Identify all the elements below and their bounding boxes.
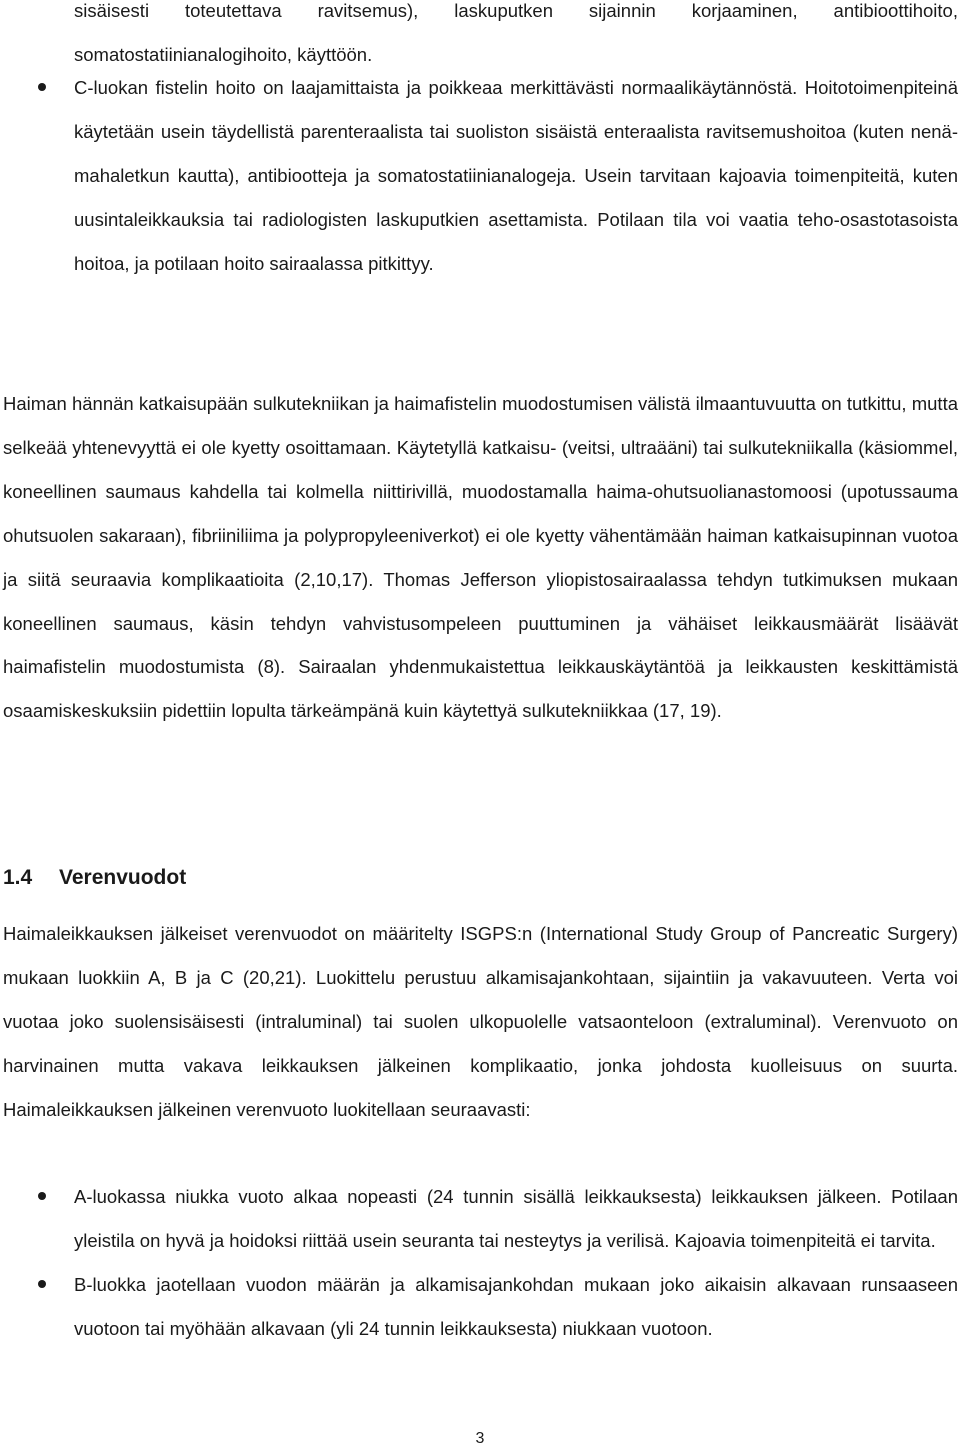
bullet-list-bleeding — [0, 1175, 958, 1351]
bullet-list-fistula — [0, 66, 958, 286]
bullet-icon — [38, 1192, 46, 1200]
paragraph: Haiman hännän katkaisupään sulkutekniikan ja haimafistelin muodostumisen välistä ilmaantuvuutta on tutkittu, mutta selkeää yhtenevyyttä ei ole kyetty osoittamaan. Käytetyllä katkaisu- (veitsi, ultraääni) tai sulkutekniikalla (käsiommel, koneellinen saumaus kahdella tai kolmella niittirivillä, muodostamalla haima-ohutsuolianastomoosi (upotussauma ohutsuolen sakaraan), fibriiniliima ja polypropyleeniverkot) ei ole kyetty vähentämään haiman katkaisupinnan vuotoa ja siitä seuraavia komplikaatioita (2,10,17). Thomas Jefferson yliopistosairaalassa tehdyn tutkimuksen mukaan koneellinen saumaus, käsin tehdyn vahvistusompeleen puuttuminen ja vähäiset leikkausmäärät lisäävät haimafistelin muodostumista (8). Sairaalan yhdenmukaistettua leikkauskäytäntöä ja leikkausten keskittämistä osaamiskeskuksiin pidettiin lopulta tärkeämpänä kuin käytettyä sulkutekniikkaa (17, 19). — [3, 393, 958, 722]
section-title: Verenvuodot — [59, 866, 187, 889]
bullet-icon — [38, 83, 46, 91]
paragraph: Haimaleikkauksen jälkeiset verenvuodot on määritelty ISGPS:n (International Study Group of Pancreatic Surgery) mukaan luokkiin A, B ja C (20,21). Luokittelu perustuu alkamisajankohtaan, sijaintiin ja vakavuuteen. Verta voi vuotaa joko suolensisäisesti (intraluminal) tai suolen ulkopuolelle vatsaonteloon (extraluminal). Verenvuoto on harvinainen mutta vakava leikkauksen jälkeinen komplikaatio, jonka johdosta kuolleisuus on suurta. Haimaleikkauksen jälkeinen verenvuoto luokitellaan seuraavasti: — [3, 923, 958, 1120]
page-number: 3 — [475, 1430, 485, 1447]
list-item — [0, 66, 958, 286]
bullet-icon — [38, 1280, 46, 1288]
section-heading — [3, 866, 186, 890]
section-number: 1.4 — [3, 866, 33, 889]
continued-bullet-text: sisäisesti toteutettava ravitsemus), laskuputken sijainnin korjaaminen, antibioottihoito, somatostatiinianalogihoito, käyttöön. — [74, 0, 958, 65]
list-item — [0, 1175, 958, 1263]
list-item-text: A-luokassa niukka vuoto alkaa nopeasti (24 tunnin sisällä leikkauksesta) leikkauksen jälkeen. Potilaan yleistila on hyvä ja hoidoksi riittää usein seuranta tai nesteytys ja verilisä. Kajoavia toimenpiteitä ei tarvita. — [74, 1186, 958, 1251]
list-item-text: C-luokan fistelin hoito on laajamittaista ja poikkeaa merkittävästi normaalikäytännöstä. Hoitotoimenpiteinä käytetään usein täydellistä parenteraalista tai suoliston sisäistä enteraalista ravitsemushoitoa (kuten nenä-mahaletkun kautta), antibiootteja ja somatostatiinianalogeja. Usein tarvitaan kajoavia toimenpiteitä, kuten uusintaleikkauksia tai radiologisten laskuputkien asettamista. Potilaan tila voi vaatia teho-osastotasoista hoitoa, ja potilaan hoito sairaalassa pitkittyy. — [74, 77, 958, 274]
list-item-text: B-luokka jaotellaan vuodon määrän ja alkamisajankohdan mukaan joko aikaisin alkavaan runsaaseen vuotoon tai myöhään alkavaan (yli 24 tunnin leikkauksesta) niukkaan vuotoon. — [74, 1273, 958, 1339]
list-item — [0, 1263, 958, 1351]
